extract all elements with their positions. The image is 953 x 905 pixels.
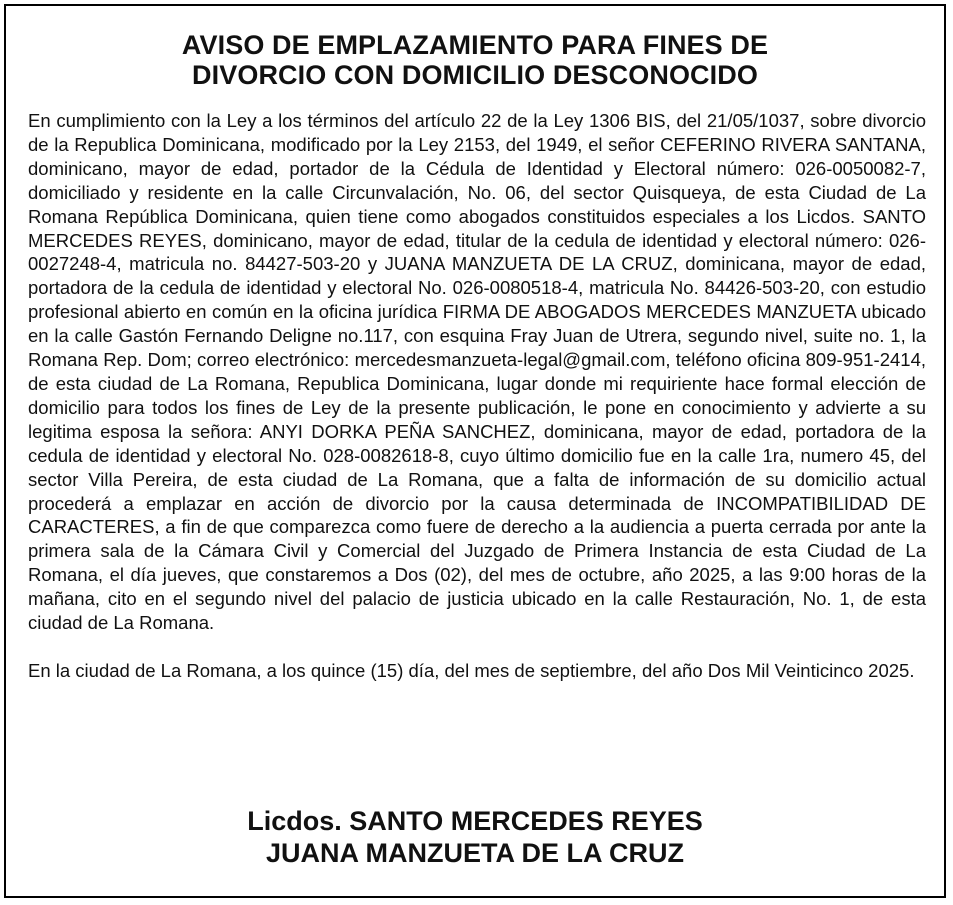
notice-signature [6,805,944,869]
signature-line-2: JUANA MANZUETA DE LA CRUZ [266,838,684,868]
notice-title [6,30,944,90]
notice-title-line-1: AVISO DE EMPLAZAMIENTO PARA FINES DE [181,30,769,60]
notice-body [28,109,926,683]
signature-line-1: Licdos. SANTO MERCEDES REYES [247,806,703,836]
notice-title-line-2: DIVORCIO CON DOMICILIO DESCONOCIDO [192,60,758,90]
notice-paragraph-main: En cumplimiento con la Ley a los términos del artículo 22 de la Ley 1306 BIS, del 21/05/1037, sobre divorcio de la Republica Dominicana, modificado por la Ley 2153, del 1949, el señor CEFERINO RIVERA SANTANA, dominicano, mayor de edad, portador de la Cédula de Identidad y Electoral número: 026-0050082-7, domiciliado y residente en la calle Circunvalación, No. 06, del sector Quisqueya, de esta Ciudad de La Romana República Dominicana, quien tiene como abogados constituidos especiales a los Licdos. SANTO MERCEDES REYES, dominicano, mayor de edad, titular de la cedula de identidad y electoral número: 026-0027248-4, matricula no. 84427-503-20 y JUANA MANZUETA DE LA CRUZ, dominicana, mayor de edad, portadora de la cedula de identidad y electoral No. 026-0080518-4, matricula No. 84426-503-20, con estudio profesional abierto en común en la oficina jurídica FIRMA DE ABOGADOS MERCEDES MANZUETA ubicado en la calle Gastón Fernando Deligne no.117, con esquina Fray Juan de Utrera, segundo nivel, suite no. 1, la Romana Rep. Dom; correo electrónico: mercedesmanzueta-legal@gmail.com, teléfono oficina 809-951-2414, de esta ciudad de La Romana, Republica Dominicana, lugar donde mi requiriente hace formal elección de domicilio para todos los fines de Ley de la presente publicación, le pone en conocimiento y advierte a su legitima esposa la señora: ANYI DORKA PEÑA SANCHEZ, dominicana, mayor de edad, portadora de la cedula de identidad y electoral No. 028-0082618-8, cuyo último domicilio fue en la calle 1ra, numero 45, del sector Villa Pereira, de esta ciudad de La Romana, que a falta de información de su domicilio actual procederá a emplazar en acción de divorcio por la causa determinada de INCOMPATIBILIDAD DE CARACTERES, a fin de que comparezca como fuere de derecho a la audiencia a puerta cerrada por ante la primera sala de la Cámara Civil y Comercial del Juzgado de Primera Instancia de esta Ciudad de La Romana, el día jueves, que constaremos a Dos (02), del mes de octubre, año 2025, a las 9:00 horas de la mañana, cito en el segundo nivel del palacio de justicia ubicado en la calle Restauración, No. 1, de esta ciudad de La Romana. [28,110,926,634]
legal-notice [4,4,946,898]
notice-paragraph-date: En la ciudad de La Romana, a los quince (15) día, del mes de septiembre, del año Dos Mil Veinticinco 2025. [28,659,915,681]
